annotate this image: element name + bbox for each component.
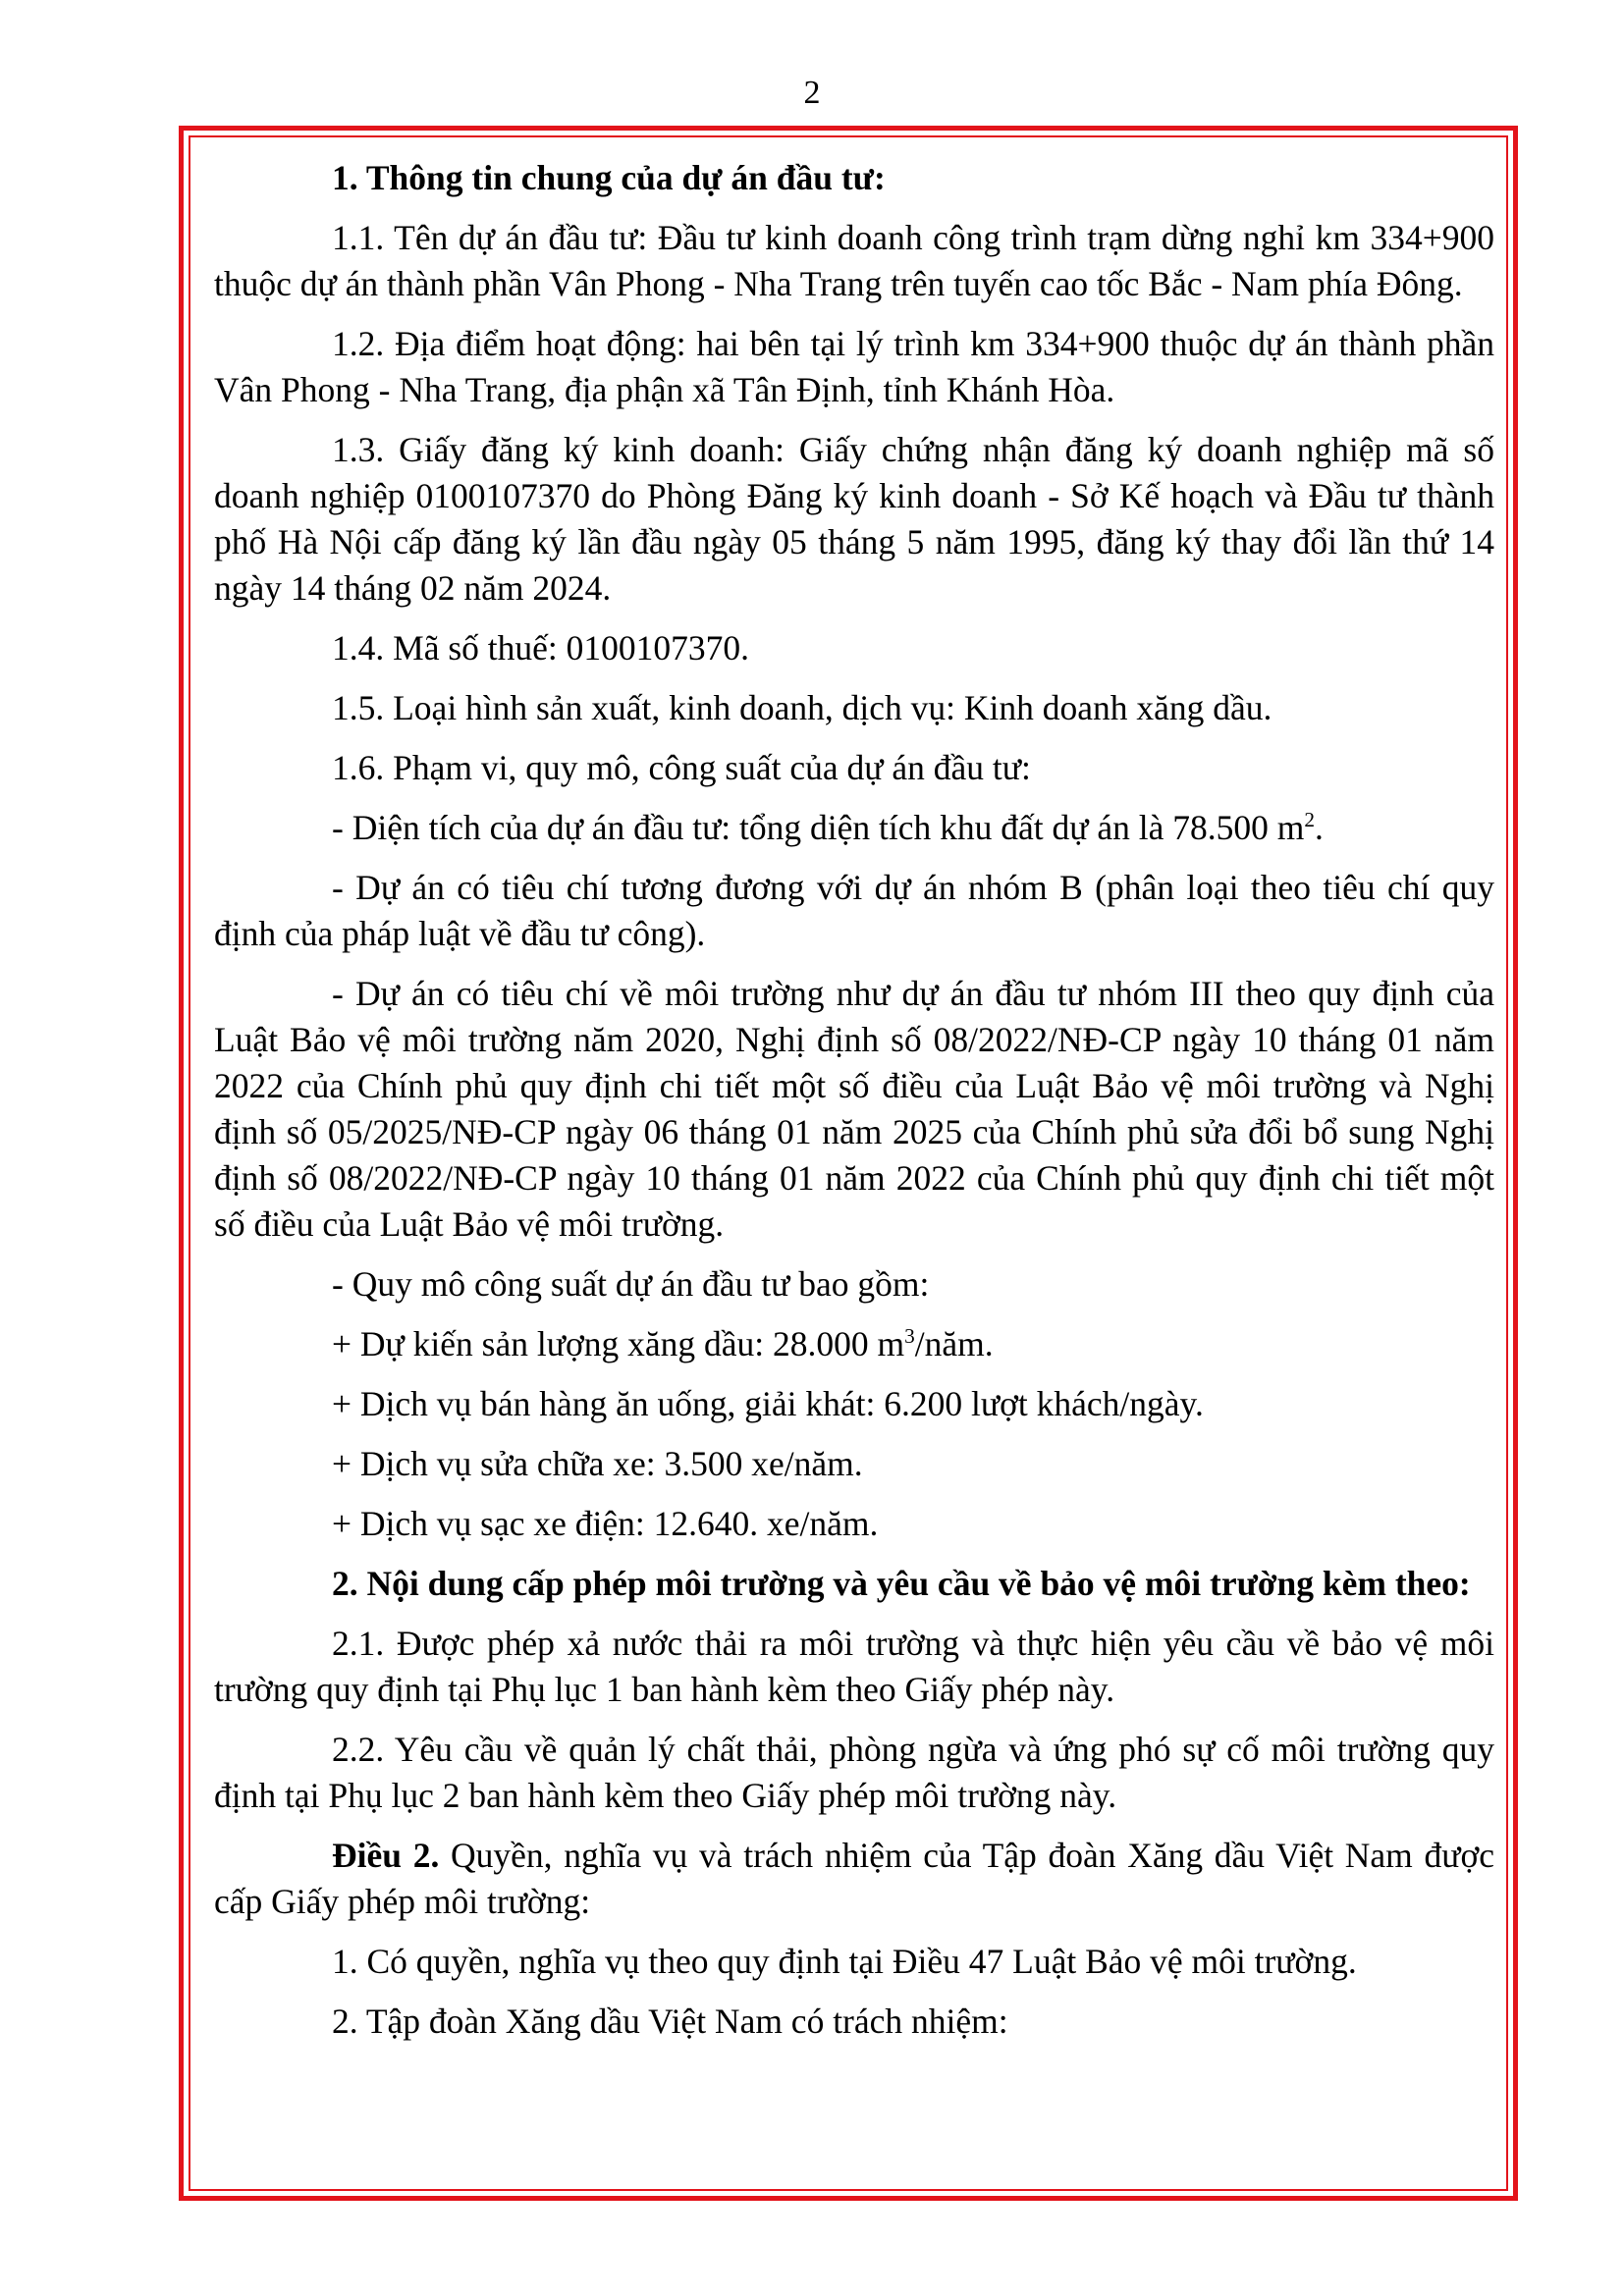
paragraph: + Dịch vụ sạc xe điện: 12.640. xe/năm.	[332, 1504, 879, 1543]
paragraph: 1.6. Phạm vi, quy mô, công suất của dự án đầu tư:	[332, 748, 1031, 787]
paragraph: - Quy mô công suất dự án đầu tư bao gồm:	[332, 1264, 930, 1304]
paragraph: + Dịch vụ sửa chữa xe: 3.500 xe/năm.	[332, 1444, 863, 1483]
paragraph: 1.1. Tên dự án đầu tư: Đầu tư kinh doanh công trình trạm dừng nghỉ km 334+900 thuộc dự án thành phần Vân Phong - Nha Trang trên tuyến cao tốc Bắc - Nam phía Đông.	[214, 218, 1494, 303]
paragraph: - Dự án có tiêu chí về môi trường như dự án đầu tư nhóm III theo quy định của Luật Bảo vệ môi trường năm 2020, Nghị định số 08/2022/NĐ-CP ngày 10 tháng 01 năm 2022 của Chính phủ quy định chi tiết một số điều của Luật Bảo vệ môi trường và Nghị định số 05/2025/NĐ-CP ngày 06 tháng 01 năm 2025 của Chính phủ sửa đổi bổ sung Nghị định số 08/2022/NĐ-CP ngày 10 tháng 01 năm 2022 của Chính phủ quy định chi tiết một số điều của Luật Bảo vệ môi trường.	[214, 974, 1494, 1244]
paragraph: 1. Có quyền, nghĩa vụ theo quy định tại Điều 47 Luật Bảo vệ môi trường.	[332, 1942, 1357, 1981]
paragraph: 2.1. Được phép xả nước thải ra môi trường và thực hiện yêu cầu về bảo vệ môi trường quy định tại Phụ lục 1 ban hành kèm theo Giấy phép này.	[214, 1624, 1494, 1709]
superscript: 3	[904, 1324, 915, 1349]
paragraph: 1.3. Giấy đăng ký kinh doanh: Giấy chứng nhận đăng ký doanh nghiệp mã số doanh nghiệp 0100107370 do Phòng Đăng ký kinh doanh - Sở Kế hoạch và Đầu tư thành phố Hà Nội cấp đăng ký lần đầu ngày 05 tháng 5 năm 1995, đăng ký thay đổi lần thứ 14 ngày 14 tháng 02 năm 2024.	[214, 430, 1494, 608]
page-number: 2	[803, 75, 821, 111]
paragraph: + Dịch vụ bán hàng ăn uống, giải khát: 6.200 lượt khách/ngày.	[332, 1384, 1204, 1423]
section-heading: 1. Thông tin chung của dự án đầu tư:	[332, 158, 886, 197]
section-heading: 2. Nội dung cấp phép môi trường và yêu cầu về bảo vệ môi trường kèm theo:	[332, 1564, 1471, 1603]
paragraph: + Dự kiến sản lượng xăng dầu: 28.000 $m^3$/năm.	[332, 1324, 994, 1363]
paragraph: 1.4. Mã số thuế: 0100107370.	[332, 628, 749, 667]
paragraph: 2. Tập đoàn Xăng dầu Việt Nam có trách nhiệm:	[332, 2002, 1008, 2041]
article-paragraph: Điều 2. Quyền, nghĩa vụ và trách nhiệm của Tập đoàn Xăng dầu Việt Nam được cấp Giấy phép môi trường:	[214, 1836, 1495, 1921]
paragraph: - Diện tích của dự án đầu tư: tổng diện tích khu đất dự án là 78.500 $m^2$.	[332, 808, 1324, 847]
paragraph: 1.2. Địa điểm hoạt động: hai bên tại lý trình km 334+900 thuộc dự án thành phần Vân Phong - Nha Trang, địa phận xã Tân Định, tỉnh Khánh Hòa.	[214, 324, 1494, 409]
document-body	[214, 155, 1494, 2058]
superscript: 2	[1304, 808, 1316, 832]
paragraph: 2.2. Yêu cầu về quản lý chất thải, phòng ngừa và ứng phó sự cố môi trường quy định tại Phụ lục 2 ban hành kèm theo Giấy phép môi trường này.	[214, 1730, 1494, 1815]
article-label: Điều 2.	[332, 1836, 440, 1875]
paragraph: 1.5. Loại hình sản xuất, kinh doanh, dịch vụ: Kinh doanh xăng dầu.	[332, 688, 1272, 727]
paragraph: - Dự án có tiêu chí tương đương với dự án nhóm B (phân loại theo tiêu chí quy định của pháp luật về đầu tư công).	[214, 868, 1494, 953]
